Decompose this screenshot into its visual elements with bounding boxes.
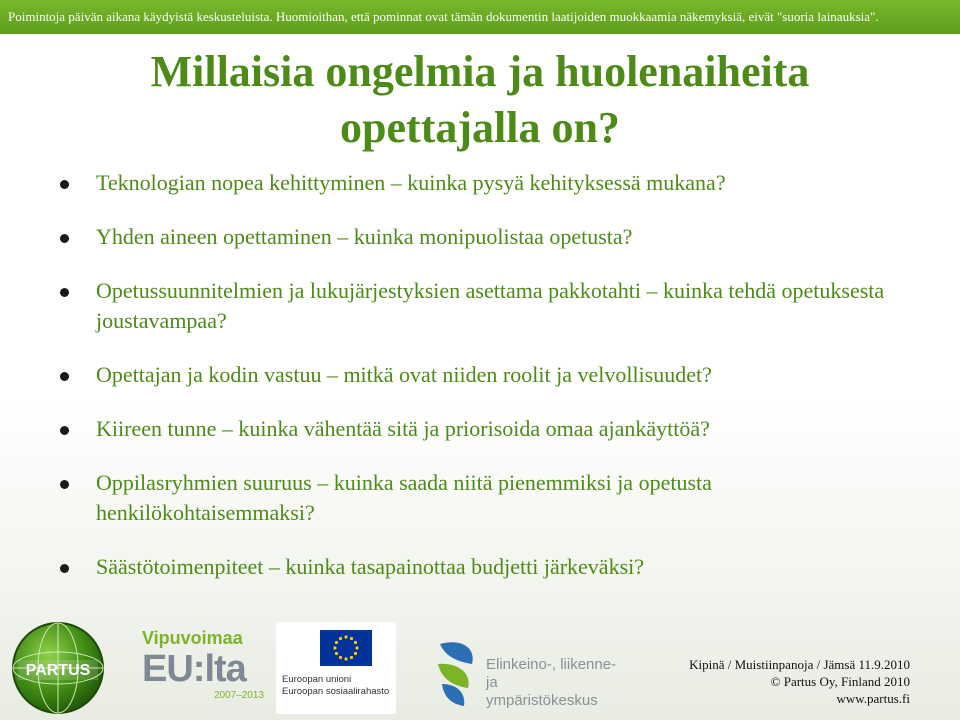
bullet-text: Säästötoimenpiteet – kuinka tasapainottaa budjetti järkeväksi?: [96, 554, 645, 579]
bullet-list: [58, 168, 918, 606]
bullet-icon: [60, 426, 69, 435]
bullet-icon: [60, 234, 69, 243]
eu-flag-icon: [320, 630, 372, 666]
eu-text: [282, 674, 394, 698]
slide-title: [40, 44, 920, 156]
bullet-text: Kiireen tunne – kuinka vähentää sitä ja priorisoida omaa ajankäyttöä?: [96, 416, 710, 441]
ely-line2: ympäristökeskus: [486, 692, 598, 709]
bullet-icon: [60, 288, 69, 297]
vipuvoimaa-logo: [142, 628, 272, 714]
bullet-icon: [60, 180, 69, 189]
bullet-text: Teknologian nopea kehittyminen – kuinka pysyä kehityksessä mukana?: [96, 170, 726, 195]
slide-title-line2: opettajalla on?: [340, 103, 620, 152]
vipuvoimaa-text: Vipuvoimaa: [142, 628, 243, 648]
program-years: 2007–2013: [213, 690, 264, 701]
partus-logo-text: PARTUS: [25, 662, 91, 679]
disclaimer-text: Poimintoja päivän aikana käydyistä keskusteluista. Huomioithan, että pominnat ovat tämän dokumentin laatijoiden muokkaamia näkemyksiä, eivät "suoria lainauksia".: [8, 9, 879, 24]
eu-lta-text: EU:lta: [142, 648, 246, 690]
bullet-item: [58, 168, 918, 198]
bullet-item: [58, 414, 918, 444]
footer: [0, 618, 960, 720]
partus-globe-logo-icon: [10, 620, 106, 716]
bullet-item: [58, 222, 918, 252]
bullet-icon: [60, 372, 69, 381]
bullet-icon: [60, 564, 69, 573]
eu-logo: [276, 622, 396, 714]
eu-line1: Euroopan unioni: [282, 674, 352, 685]
bullet-item: [58, 276, 918, 336]
bullet-icon: [60, 480, 69, 489]
copyright-text: © Partus Oy, Finland 2010: [770, 674, 910, 689]
bullet-text: Opettajan ja kodin vastuu – mitkä ovat niiden roolit ja velvollisuudet?: [96, 362, 712, 387]
bullet-text: Oppilasryhmien suuruus – kuinka saada niitä pienemmiksi ja opetusta henkilökohtaisemmaksi?: [96, 470, 712, 525]
disclaimer-bar: [0, 0, 960, 34]
event-text: Kipinä / Muistiinpanoja / Jämsä 11.9.2010: [689, 657, 910, 672]
ely-leaf-logo-icon: [432, 634, 480, 710]
website-link[interactable]: www.partus.fi: [836, 691, 910, 706]
bullet-item: [58, 360, 918, 390]
ely-text: [486, 656, 626, 710]
eu-line2: Euroopan sosiaalirahasto: [282, 686, 390, 697]
bullet-text: Yhden aineen opettaminen – kuinka monipuolistaa opetusta?: [96, 224, 633, 249]
slide-title-line1: Millaisia ongelmia ja huolenaiheita: [150, 47, 810, 96]
bullet-text: Opetussuunnitelmien ja lukujärjestyksien asettama pakkotahti – kuinka tehdä opetuksesta joustavampaa?: [96, 278, 885, 333]
ely-line1: Elinkeino-, liikenne- ja: [486, 656, 617, 691]
bullet-item: [58, 468, 918, 528]
bullet-item: [58, 552, 918, 582]
footer-info: [689, 656, 910, 707]
